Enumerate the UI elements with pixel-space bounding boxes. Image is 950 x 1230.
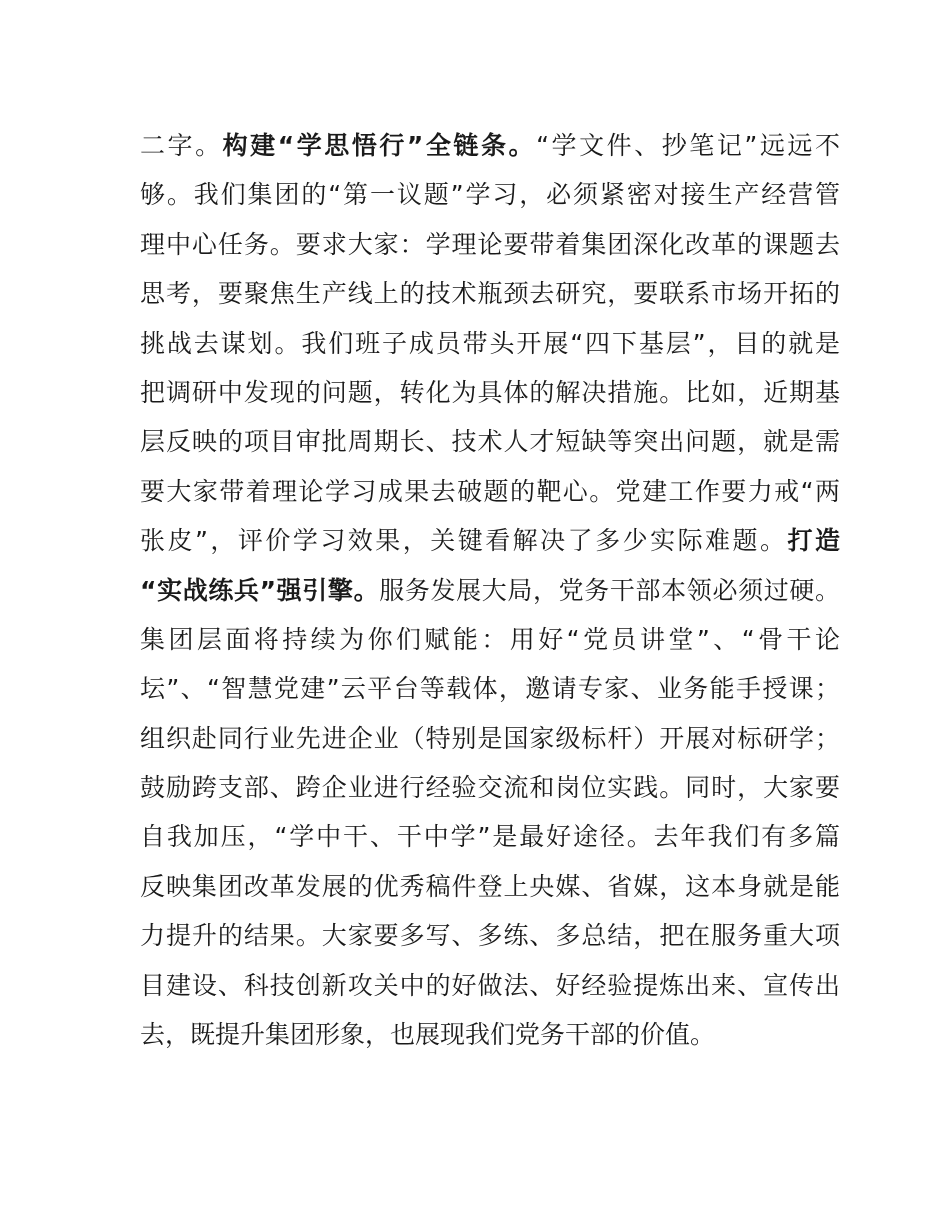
text-line — [140, 319, 840, 368]
text-run: 目建设、科技创新攻关中的好做法、好经验提炼出来、宣传出 — [140, 970, 840, 1000]
bold-heading-run: 打造 — [787, 526, 840, 556]
text-line — [140, 566, 840, 615]
text-run: 自我加压，“学中干、干中学”是最好途径。去年我们有多篇 — [140, 822, 840, 852]
text-line — [140, 862, 840, 911]
text-line — [140, 220, 840, 269]
text-run: 把调研中发现的问题，转化为具体的解决措施。比如，近期基 — [140, 377, 840, 407]
text-run: 够。我们集团的“第一议题”学习，必须紧密对接生产经营管 — [140, 180, 840, 210]
text-line — [140, 516, 840, 565]
text-run: 去，既提升集团形象，也展现我们党务干部的价值。 — [140, 1020, 716, 1050]
text-run: 层反映的项目审批周期长、技术人才短缺等突出问题，就是需 — [140, 427, 840, 457]
text-line — [140, 121, 840, 170]
text-run: 组织赴同行业先进企业（特别是国家级标杆）开展对标研学； — [140, 723, 840, 753]
text-line — [140, 812, 840, 861]
text-run: 理中心任务。要求大家：学理论要带着集团深化改革的课题去 — [140, 229, 840, 259]
text-line — [140, 467, 840, 516]
text-run: 坛”、“智慧党建”云平台等载体，邀请专家、业务能手授课； — [140, 674, 840, 704]
bold-heading-run: 构建“学思悟行”全链条。 — [222, 131, 537, 160]
bold-heading-run: “实战练兵”强引擎。 — [140, 575, 380, 605]
text-run: 服务发展大局，党务干部本领必须过硬。 — [379, 575, 840, 605]
text-line — [140, 269, 840, 318]
text-line — [140, 368, 840, 417]
text-run: 集团层面将持续为你们赋能：用好“党员讲堂”、“骨干论 — [140, 624, 840, 654]
text-line — [140, 417, 840, 466]
text-line — [140, 615, 840, 664]
text-run: 思考，要聚焦生产线上的技术瓶颈去研究，要联系市场开拓的 — [140, 279, 840, 309]
text-run: 力提升的结果。大家要多写、多练、多总结，把在服务重大项 — [140, 921, 840, 951]
text-line-last — [140, 1010, 840, 1059]
text-line — [140, 763, 840, 812]
text-run: 张皮”，评价学习效果，关键看解决了多少实际难题。 — [140, 526, 788, 556]
text-run: 鼓励跨支部、跨企业进行经验交流和岗位实践。同时，大家要 — [140, 773, 840, 803]
text-line — [140, 961, 840, 1010]
text-run: 挑战去谋划。我们班子成员带头开展“四下基层”，目的就是 — [140, 328, 840, 358]
text-line — [140, 911, 840, 960]
text-run: 要大家带着理论学习成果去破题的靶心。党建工作要力戒“两 — [140, 476, 840, 506]
text-run: “学文件、抄笔记”远远不 — [536, 131, 840, 160]
text-line — [140, 664, 840, 713]
text-line — [140, 714, 840, 763]
body-paragraph — [140, 121, 840, 1059]
text-line — [140, 170, 840, 219]
text-run: 二字。 — [140, 131, 223, 160]
text-run: 反映集团改革发展的优秀稿件登上央媒、省媒，这本身就是能 — [140, 871, 840, 901]
